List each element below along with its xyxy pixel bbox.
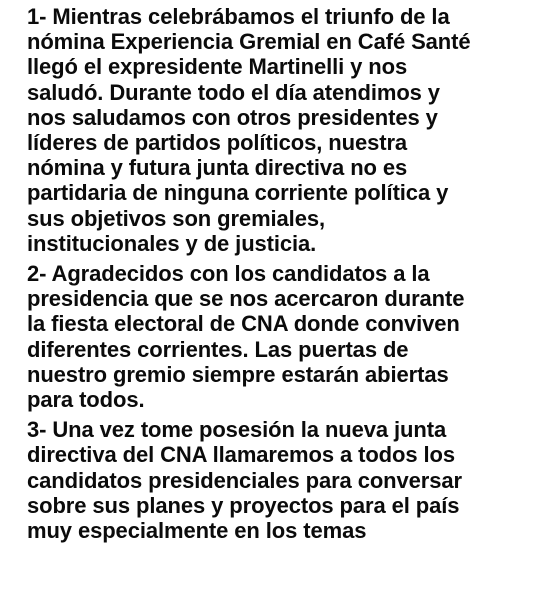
paragraph-1-line-9: sus objetivos son gremiales, bbox=[27, 205, 325, 231]
paragraph-1-line-8: partidaria de ninguna corriente política y bbox=[27, 180, 449, 206]
paragraph-1-line-1: 1- Mientras celebrábamos el triunfo de la bbox=[27, 4, 450, 29]
paragraph-1-line-6: líderes de partidos políticos, nuestra bbox=[27, 130, 408, 156]
paragraph-2-line-3: la fiesta electoral de CNA donde conviven bbox=[27, 311, 460, 337]
paragraph-2-line-2: presidencia que se nos acercaron durante bbox=[27, 286, 465, 312]
paragraph-3-line-3: candidatos presidenciales para conversar bbox=[27, 467, 462, 493]
statement-text bbox=[27, 4, 555, 548]
paragraph-1-line-2: nómina Experiencia Gremial en Café Santé bbox=[27, 29, 471, 55]
paragraph-2-line-6: para todos. bbox=[27, 387, 145, 413]
paragraph-1-line-4: saludó. Durante todo el día atendimos y bbox=[27, 79, 440, 105]
paragraph-3-line-2: directiva del CNA llamaremos a todos los bbox=[27, 442, 455, 468]
paragraph-1-line-5: nos saludamos con otros presidentes y bbox=[27, 104, 438, 130]
paragraph-1-line-3: llegó el expresidente Martinelli y nos bbox=[27, 54, 408, 80]
paragraph-3-line-5: muy especialmente en los temas bbox=[27, 518, 367, 544]
paragraph-3 bbox=[27, 417, 555, 543]
paragraph-1-line-7: nómina y futura junta directiva no es bbox=[27, 155, 408, 181]
paragraph-3-line-1: 3- Una vez tome posesión la nueva junta bbox=[27, 417, 447, 443]
paragraph-1 bbox=[27, 4, 555, 256]
paragraph-1-line-10: institucionales y de justicia. bbox=[27, 230, 317, 256]
paragraph-2-line-4: diferentes corrientes. Las puertas de bbox=[27, 336, 409, 362]
paragraph-2-line-1: 2- Agradecidos con los candidatos a la bbox=[27, 261, 430, 287]
paragraph-2 bbox=[27, 261, 555, 412]
paragraph-2-line-5: nuestro gremio siempre estarán abiertas bbox=[27, 361, 449, 387]
paragraph-3-line-4: sobre sus planes y proyectos para el país bbox=[27, 492, 460, 518]
